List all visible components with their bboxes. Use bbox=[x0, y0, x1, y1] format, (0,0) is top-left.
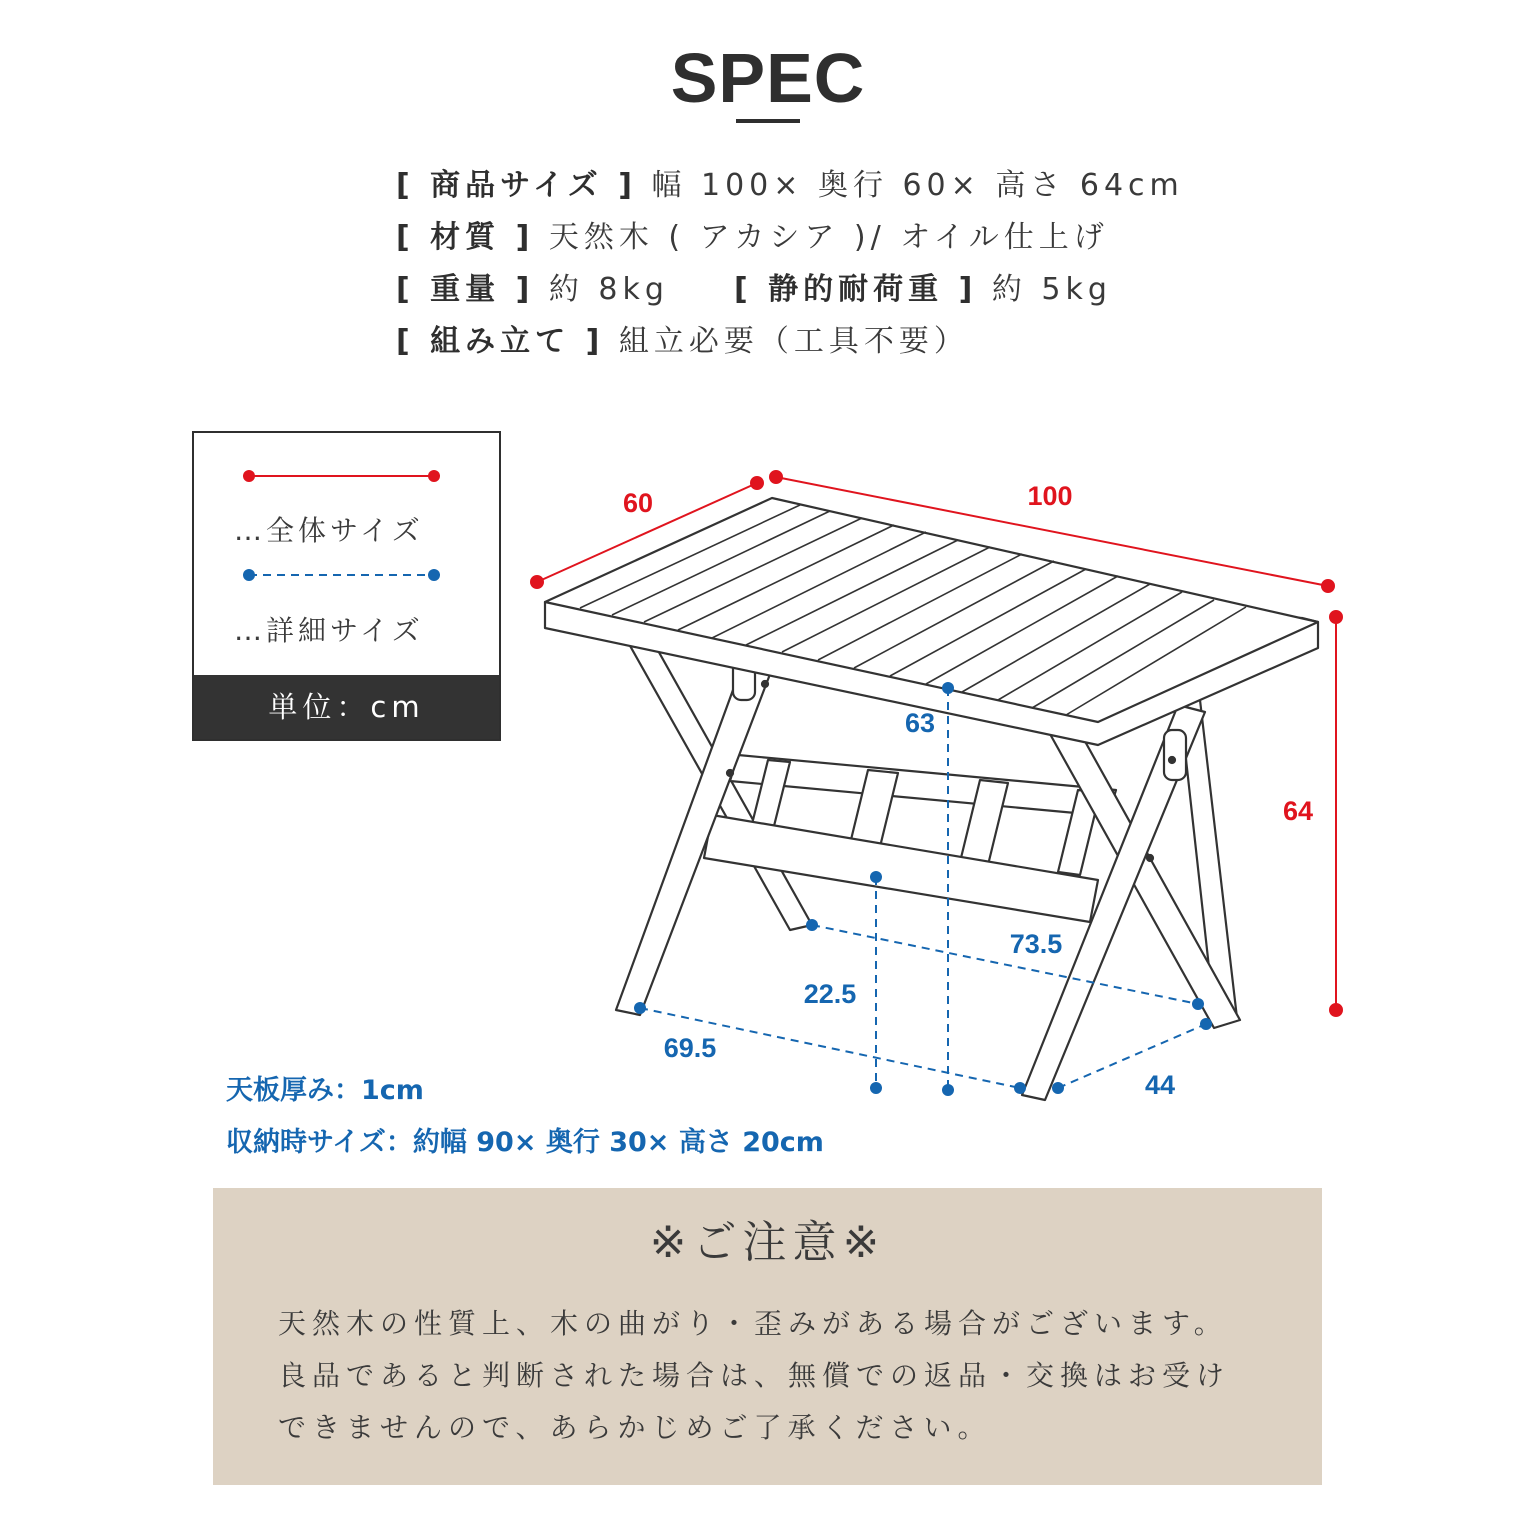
spec-size-value: 幅 100× 奥行 60× 高さ 64cm bbox=[651, 168, 1184, 203]
spec-weight-value: 約 8kg bbox=[548, 272, 669, 307]
spec-load-value: 約 5kg bbox=[991, 272, 1112, 307]
shelf-front-rail bbox=[704, 815, 1098, 922]
bolt bbox=[727, 770, 733, 776]
hinge-right bbox=[1164, 730, 1186, 780]
spec-size-label: [ 商品サイズ ] bbox=[396, 168, 637, 203]
dim-height: 64 bbox=[1282, 796, 1314, 826]
dim-leg-depth: 44 bbox=[1144, 1070, 1176, 1100]
caution-title: ※ご注意※ bbox=[649, 1217, 886, 1268]
legend-detail-label: …詳細サイズ bbox=[234, 614, 424, 647]
spec-weight-label: [ 重量 ] bbox=[396, 272, 535, 307]
spec-assembly-label: [ 組み立て ] bbox=[396, 324, 605, 359]
bolt bbox=[1147, 855, 1153, 861]
bolt bbox=[1169, 757, 1175, 763]
legend-unit: 単位：cm bbox=[194, 675, 499, 739]
caution-line-1: 天然木の性質上、木の曲がり・歪みがある場合がございます。 bbox=[278, 1307, 1228, 1340]
caution-box bbox=[213, 1188, 1322, 1485]
dim-shelf-height: 22.5 bbox=[803, 979, 857, 1009]
spec-material-label: [ 材質 ] bbox=[396, 220, 535, 255]
legend-overall-label: …全体サイズ bbox=[234, 514, 424, 547]
dim-width: 100 bbox=[1027, 481, 1073, 511]
dim-depth: 60 bbox=[622, 488, 654, 518]
spec-load-label: [ 静的耐荷重 ] bbox=[734, 272, 978, 307]
bolt bbox=[762, 681, 768, 687]
dim-rear-leg-span: 73.5 bbox=[1009, 929, 1063, 959]
note-storage-size: 収納時サイズ：約幅 90× 奥行 30× 高さ 20cm bbox=[226, 1127, 824, 1158]
spec-material-value: 天然木 ( アカシア )/ オイル仕上げ bbox=[548, 220, 1109, 255]
dim-under-top-height: 63 bbox=[904, 708, 936, 738]
note-top-thickness: 天板厚み：1cm bbox=[226, 1075, 424, 1106]
caution-line-3: できませんので、あらかじめご了承ください。 bbox=[278, 1411, 992, 1444]
page-title: SPEC bbox=[670, 39, 866, 117]
table-illustration bbox=[545, 498, 1318, 1100]
dim-front-leg-span: 69.5 bbox=[663, 1033, 717, 1063]
caution-line-2: 良品であると判断された場合は、無償での返品・交換はお受け bbox=[278, 1359, 1231, 1392]
spec-assembly-value: 組立必要（工具不要） bbox=[618, 324, 969, 359]
